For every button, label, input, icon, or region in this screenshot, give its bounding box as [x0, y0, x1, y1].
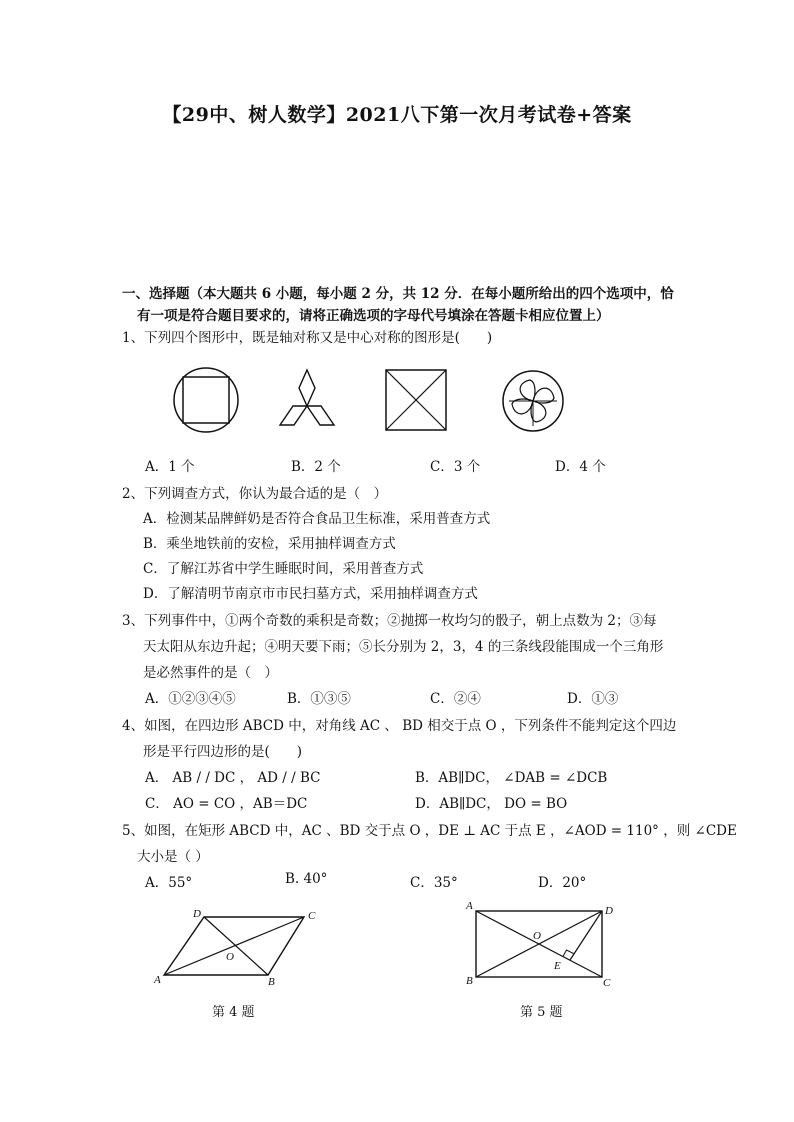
q1-option-b: B．2 个 [291, 459, 341, 475]
q5-option-a: A．55° [145, 875, 193, 891]
q2-option-c: C．了解江苏省中学生睡眠时间，采用普查方式 [143, 561, 424, 577]
fig4-label-d: D [193, 908, 201, 920]
fig5-label-b: B [466, 975, 473, 987]
q3-option-a: A．①②③④⑤ [145, 691, 236, 707]
q3-line3: 是必然事件的是（ ） [143, 665, 278, 681]
q3-option-b: B．①③⑤ [287, 691, 351, 707]
page-title: 【29中、树人数学】2021八下第一次月考试卷+答案 [162, 104, 632, 126]
q5-option-c: C．35° [410, 875, 458, 891]
fig5-label-e: E [554, 960, 561, 972]
q5-option-b: B. 40° [285, 871, 328, 887]
q4-parallelogram-figure [150, 905, 330, 990]
fig5-label-a: A [466, 900, 473, 912]
fig4-caption: 第 4 题 [212, 1005, 255, 1020]
q5-line1: 5、如图，在矩形 ABCD 中，AC 、BD 交于点 O ，DE ⊥ AC 于点 E ，∠AOD = 110° ，则 ∠CDE [122, 823, 737, 839]
q1-option-a: A．1 个 [145, 459, 195, 475]
q3-line1: 3、下列事件中，①两个奇数的乘积是奇数；②抛掷一枚均匀的骰子，朝上点数为 2；③每 [122, 613, 657, 629]
q1-figure-circle-petals [500, 368, 566, 434]
q4-option-d: D．AB∥DC， DO = BO [415, 796, 568, 812]
q3-option-d: D．①③ [567, 691, 619, 707]
q4-option-c: C． AO = CO ，AB＝DC [145, 796, 308, 812]
q4-line1: 4、如图，在四边形 ABCD 中，对角线 AC 、 BD 相交于点 O ，下列条件不能判定这个四边 [122, 718, 677, 734]
q4-option-a: A． AB / / DC ， AD / / BC [145, 770, 321, 786]
fig4-label-c: C [308, 910, 316, 922]
q2-option-a: A．检测某品牌鲜奶是否符合食品卫生标准，采用普查方式 [143, 511, 491, 527]
q5-option-d: D．20° [538, 875, 587, 891]
section-header-line2: 有一项是符合题目要求的，请将正确选项的字母代号填涂在答题卡相应位置上） [137, 308, 610, 324]
fig5-label-c: C [603, 977, 611, 989]
fig4-label-a: A [154, 974, 161, 986]
fig4-label-o: O [226, 951, 234, 963]
q3-option-c: C．②④ [430, 691, 481, 707]
q1-option-d: D．4 个 [555, 459, 606, 475]
fig5-label-o: O [533, 930, 541, 942]
fig5-caption: 第 5 题 [520, 1005, 563, 1020]
q3-line2: 天太阳从东边升起；④明天要下雨；⑤长分别为 2，3，4 的三条线段能围成一个三角形 [143, 639, 664, 655]
q1-figure-square-diagonals [384, 368, 448, 432]
q5-rectangle-figure [462, 897, 622, 992]
section-header-line1: 一、选择题（本大题共 6 小题，每小题 2 分，共 12 分．在每小题所给出的四个选项中，恰 [122, 286, 674, 302]
q4-line2: 形是平行四边形的是( ) [143, 744, 303, 760]
q1-figure-circle-square [166, 366, 246, 436]
q1-stem: 1、下列四个图形中，既是轴对称又是中心对称的图形是( ) [122, 330, 493, 346]
fig5-label-d: D [605, 905, 613, 917]
q2-option-b: B．乘坐地铁前的安检，采用抽样调查方式 [143, 536, 396, 552]
q5-line2: 大小是（ ） [137, 849, 209, 865]
q1-figure-three-rhombi [272, 368, 342, 430]
fig4-label-b: B [268, 976, 275, 988]
q1-option-c: C．3 个 [430, 459, 481, 475]
q2-stem: 2、下列调查方式，你认为最合适的是（ ） [122, 486, 388, 502]
q2-option-d: D．了解清明节南京市市民扫墓方式，采用抽样调查方式 [143, 586, 478, 602]
q4-option-b: B．AB∥DC， ∠DAB = ∠DCB [415, 770, 608, 786]
